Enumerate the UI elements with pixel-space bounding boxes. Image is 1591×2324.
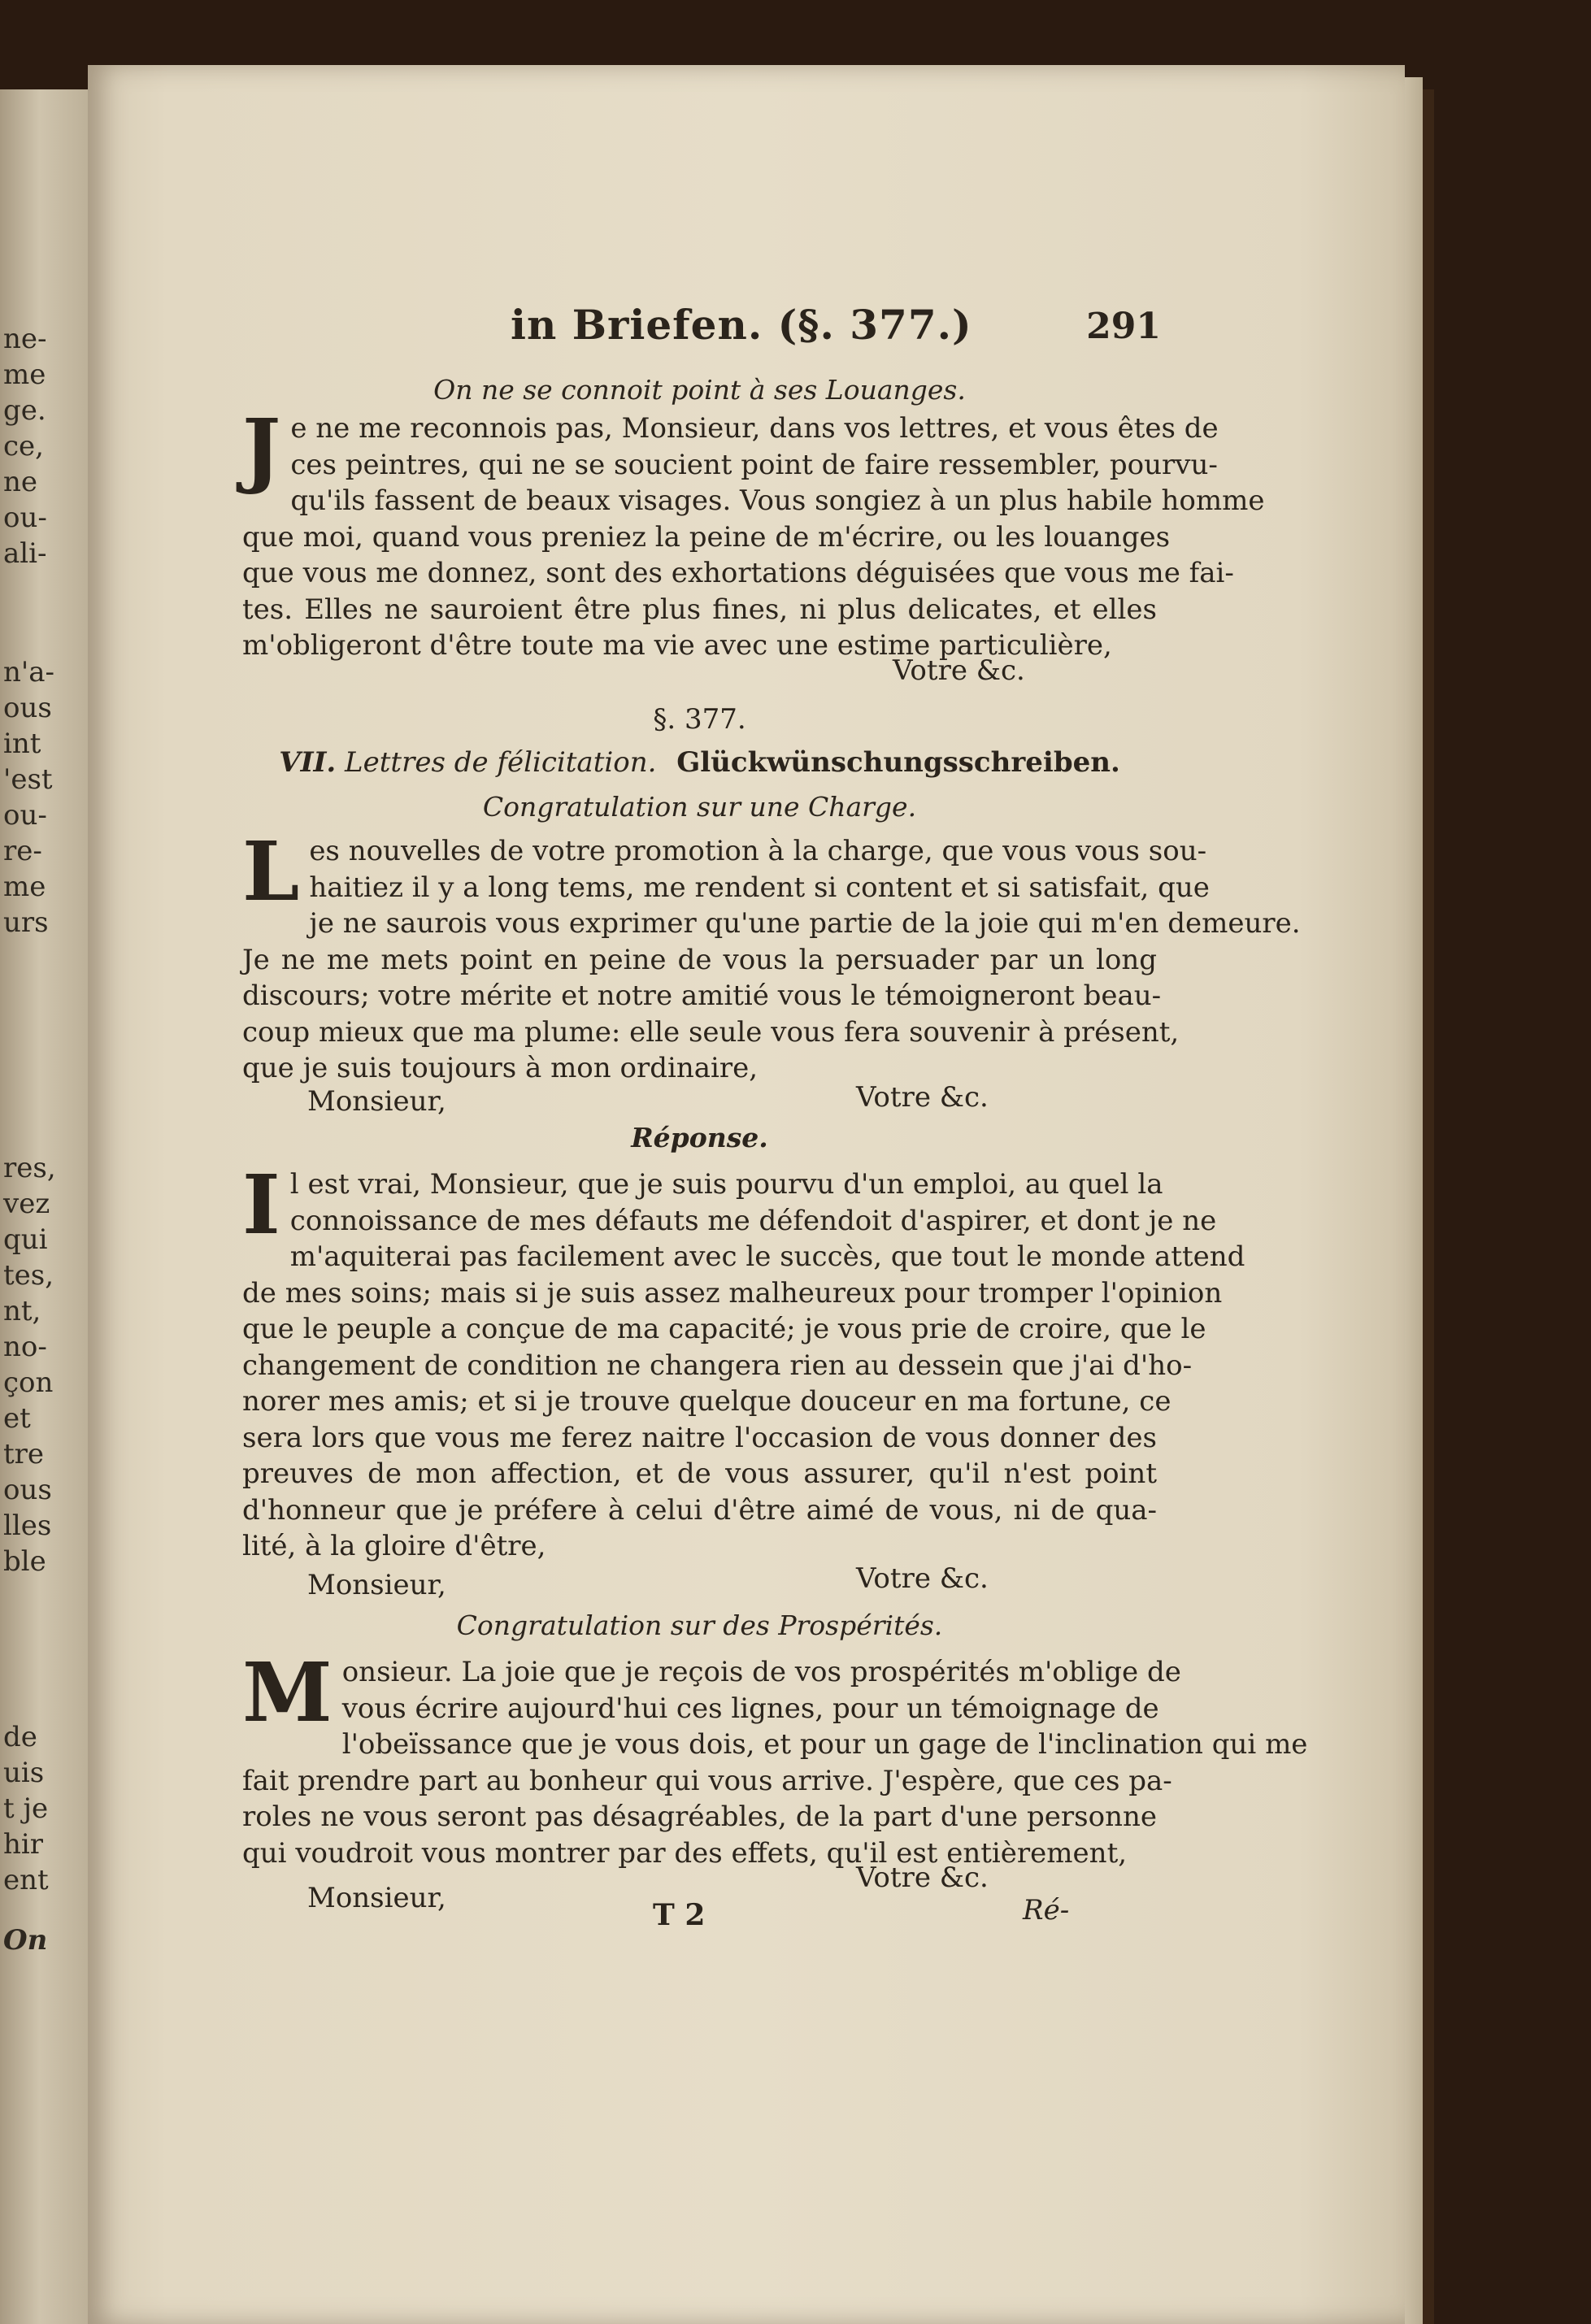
running-title: in Briefen. (§. 377.)	[511, 301, 972, 349]
text-line: coup mieux que ma plume: elle seule vous fera souvenir à présent,	[242, 1015, 1180, 1049]
text-line: que le peuple a conçue de ma capacité; je vous prie de croire, que le	[242, 1313, 1206, 1345]
letter-heading: Réponse.	[631, 1122, 768, 1153]
left-fragment: ce,	[3, 430, 44, 463]
closing: Votre &c.	[893, 654, 1025, 687]
text-line: l est vrai, Monsieur, que je suis pourvu d'un emploi, au quel la	[289, 1168, 1163, 1201]
closing: Votre &c.	[856, 1562, 989, 1595]
left-fragment: ali-	[3, 537, 47, 570]
left-fragment: ous	[3, 1474, 52, 1506]
section-title-french: Lettres de félicitation.	[345, 746, 657, 779]
text-line: que vous me donnez, sont des exhortations déguisées que vous me fai-	[242, 557, 1234, 589]
left-fragment: no-	[3, 1331, 47, 1363]
left-fragment: de	[3, 1721, 37, 1753]
text-line: e ne me reconnois pas, Monsieur, dans vos lettres, et vous êtes de	[290, 412, 1219, 445]
left-fragment: me	[3, 871, 46, 903]
left-fragment: vez	[3, 1188, 50, 1220]
text-line: preuves de mon affection, et de vous assurer, qu'il n'est point	[242, 1457, 1157, 1490]
left-fragment: et	[3, 1402, 31, 1435]
page-edge	[1405, 77, 1423, 2324]
page-number: 291	[1086, 306, 1161, 347]
left-fragment: ge.	[3, 394, 46, 427]
letter-heading: Congratulation sur des Prospérités.	[456, 1609, 943, 1641]
left-fragment: tes,	[3, 1259, 54, 1292]
text-line: qui voudroit vous montrer par des effets, qu'il est entièrement,	[242, 1836, 1128, 1870]
text-line: qu'ils fassent de beaux visages. Vous songiez à un plus habile homme	[290, 484, 1265, 517]
left-fragment: On	[3, 1924, 48, 1957]
text-line: roles ne vous seront pas désagréables, de la part d'une personne	[242, 1801, 1157, 1833]
text-line: tes. Elles ne sauroient être plus fines, ni plus delicates, et elles	[242, 593, 1157, 626]
text-line: fait prendre part au bonheur qui vous arrive. J'espère, que ces pa-	[242, 1764, 1172, 1797]
letter-body	[242, 401, 1265, 664]
left-fragment: res,	[3, 1152, 56, 1184]
catchword: Ré-	[1023, 1894, 1070, 1927]
salutation: Monsieur,	[307, 1882, 446, 1914]
text-line: ces peintres, qui ne se soucient point de faire ressembler, pourvu-	[290, 448, 1218, 481]
text-line: m'obligeront d'être toute ma vie avec une estime particulière,	[242, 629, 1112, 662]
left-fragment: ou-	[3, 799, 47, 832]
signature-mark: T 2	[653, 1898, 706, 1932]
letter-body	[242, 823, 1301, 1087]
left-fragment: uis	[3, 1757, 45, 1789]
text-line: es nouvelles de votre promotion à la charge, que vous vous sou-	[309, 835, 1207, 867]
left-fragment: lles	[3, 1510, 52, 1542]
text-line: sera lors que vous me ferez naitre l'occasion de vous donner des	[242, 1421, 1157, 1454]
salutation: Monsieur,	[307, 1569, 446, 1601]
closing: Votre &c.	[856, 1861, 989, 1894]
left-fragment: qui	[3, 1223, 48, 1256]
closing: Votre &c.	[856, 1081, 989, 1114]
text-line: m'aquiterai pas facilement avec le succès, que tout le monde attend	[289, 1240, 1245, 1273]
text-line: que je suis toujours à mon ordinaire,	[242, 1052, 759, 1084]
left-fragment: tre	[3, 1438, 45, 1470]
section-title	[242, 746, 1157, 779]
drop-cap: I	[242, 1157, 280, 1253]
left-fragment: 'est	[3, 763, 53, 796]
letter-heading: On ne se connoit point à ses Louanges.	[433, 374, 966, 406]
left-fragment: ne-	[3, 323, 47, 355]
text-line: Je ne me mets point en peine de vous la persuader par un long	[242, 943, 1157, 976]
left-fragment: ble	[3, 1545, 46, 1578]
section-number: §. 377.	[653, 703, 746, 736]
previous-page-edge	[0, 89, 88, 2324]
text-line: changement de condition ne changera rien au dessein que j'ai d'ho-	[242, 1349, 1193, 1382]
book-page	[88, 65, 1405, 2324]
left-fragment: me	[3, 358, 46, 391]
drop-cap: M	[242, 1644, 333, 1740]
text-line: de mes soins; mais si je suis assez malheureux pour tromper l'opinion	[242, 1276, 1223, 1310]
drop-cap: L	[242, 823, 300, 919]
left-fragment: çon	[3, 1366, 54, 1399]
text-line: onsieur. La joie que je reçois de vos prospérités m'oblige de	[341, 1656, 1181, 1688]
left-fragment: ent	[3, 1864, 49, 1896]
left-fragment: ou-	[3, 502, 47, 534]
left-fragment: int	[3, 728, 41, 760]
text-line: norer mes amis; et si je trouve quelque douceur en ma fortune, ce	[242, 1385, 1172, 1418]
text-line: l'obeïssance que je vous dois, et pour un gage de l'inclination qui me	[341, 1728, 1308, 1761]
text-line: lité, à la gloire d'être,	[242, 1530, 546, 1562]
letter-body	[242, 1644, 1308, 1871]
text-line: d'honneur que je préfere à celui d'être aimé de vous, ni de qua-	[242, 1493, 1157, 1527]
left-fragment: n'a-	[3, 656, 55, 689]
salutation: Monsieur,	[307, 1085, 446, 1118]
left-fragment: urs	[3, 906, 49, 939]
left-fragment: hir	[3, 1828, 44, 1861]
text-line: je ne saurois vous exprimer qu'une partie de la joie qui m'en demeure.	[309, 907, 1301, 940]
letter-heading: Congratulation sur une Charge.	[482, 791, 917, 823]
letter-body	[242, 1157, 1245, 1565]
left-fragment: ne	[3, 466, 38, 498]
text-line: discours; votre mérite et notre amitié vous le témoigneront beau-	[242, 980, 1162, 1012]
section-roman: VII.	[279, 746, 337, 779]
section-title-german: Glückwünschungsschreiben.	[676, 746, 1120, 779]
left-fragment: re-	[3, 835, 42, 867]
text-line: vous écrire aujourd'hui ces lignes, pour un témoignage de	[341, 1692, 1159, 1725]
drop-cap: J	[242, 401, 281, 497]
page-shadow	[1423, 89, 1434, 2324]
left-fragment: ous	[3, 692, 52, 724]
running-header	[511, 301, 1161, 358]
left-fragment: t je	[3, 1792, 49, 1825]
left-fragment: nt,	[3, 1295, 41, 1327]
text-line: haitiez il y a long tems, me rendent si content et si satisfait, que	[309, 871, 1210, 904]
text-line: connoissance de mes défauts me défendoit d'aspirer, et dont je ne	[289, 1204, 1217, 1237]
text-line: que moi, quand vous preniez la peine de m'écrire, ou les louanges	[242, 520, 1171, 554]
